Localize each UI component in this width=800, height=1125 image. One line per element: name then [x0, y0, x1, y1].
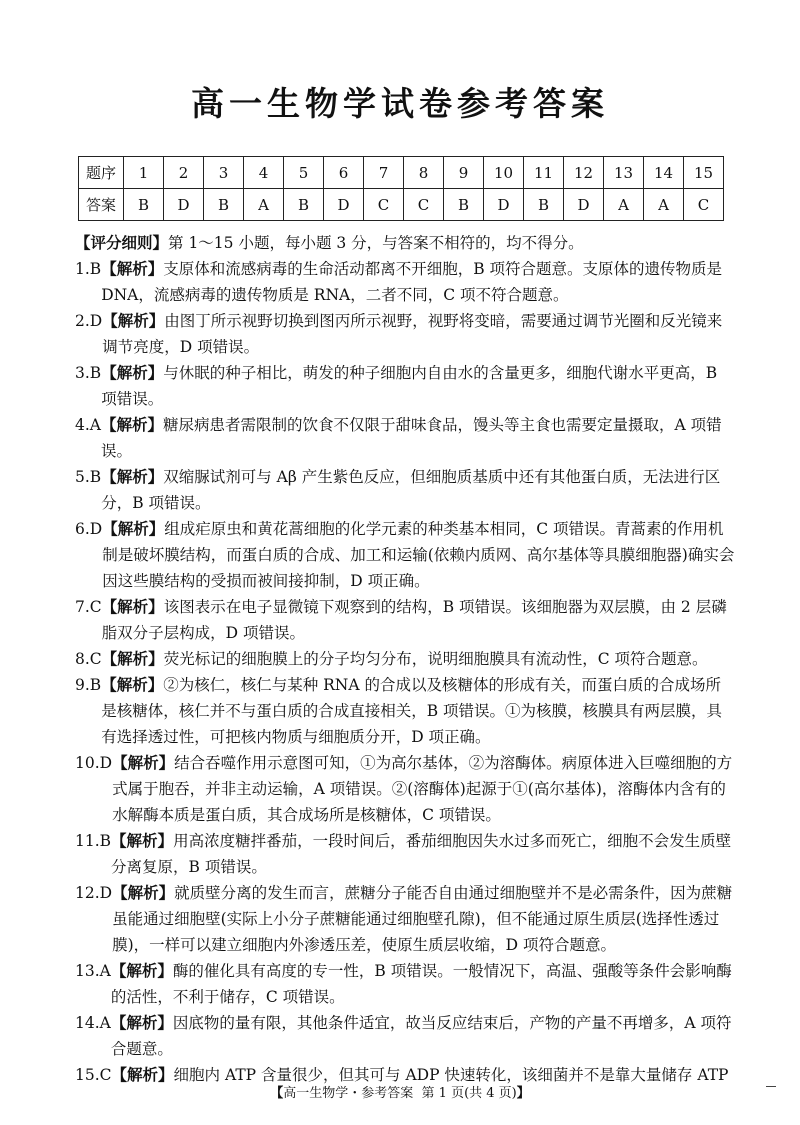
item-number: 1. — [75, 260, 90, 278]
item-content — [102, 308, 735, 360]
explanation-tag: 【解析】 — [102, 311, 165, 330]
item-number: 5. — [75, 468, 90, 486]
question-number: 4 — [244, 157, 284, 189]
question-number: 15 — [684, 157, 724, 189]
item-number: 9. — [75, 676, 90, 694]
question-number: 10 — [484, 157, 524, 189]
item-text: 糖尿病患者需限制的饮食不仅限于甜味食品，馒头等主食也需要定量摄取，A 项错误。 — [101, 416, 722, 460]
item-text: 组成疟原虫和黄花蒿细胞的化学元素的种类基本相同，C 项错误。青蒿素的作用机制是破坏膜结构，而蛋白质的合成、加工和运输(依赖内质网、高尔基体等具膜细胞器)确实会因这些膜结构的受损而被间接抑制，D 项正确。 — [102, 520, 735, 590]
explanation-tag: 【解析】 — [111, 1065, 174, 1084]
item-text: 该图表示在电子显微镜下观察到的结构，B 项错误。该细胞器为双层膜，由 2 层磷脂双分子层构成，D 项错误。 — [101, 598, 727, 642]
question-number: 13 — [604, 157, 644, 189]
page-footer — [0, 1082, 800, 1101]
item-answer: B — [99, 832, 112, 850]
explanation-tag: 【解析】 — [101, 675, 164, 694]
footer-open-bracket: 【 — [270, 1086, 284, 1101]
row-label-question-number: 题序 — [79, 157, 124, 189]
answer-explanations — [75, 230, 735, 1088]
explanation-item — [75, 828, 735, 880]
question-number: 12 — [564, 157, 604, 189]
item-text: 因底物的量有限，其他条件适宜，故当反应结束后，产物的产量不再增多，A 项符合题意。 — [110, 1014, 732, 1058]
item-content — [101, 412, 735, 464]
item-content — [102, 646, 735, 672]
question-number: 11 — [524, 157, 564, 189]
item-answer: A — [99, 962, 111, 980]
answer-cell: D — [484, 189, 524, 221]
answer-cell: A — [244, 189, 284, 221]
explanation-item — [75, 308, 735, 360]
item-number: 14. — [75, 1014, 100, 1032]
item-content — [111, 828, 735, 880]
explanation-tag: 【解析】 — [110, 961, 173, 980]
item-text: 由图丁所示视野切换到图丙所示视野，视野将变暗，需要通过调节光圈和反光镜来调节亮度，D 项错误。 — [102, 312, 723, 356]
answer-cell: B — [524, 189, 564, 221]
item-number: 4. — [75, 416, 90, 434]
answer-cell: D — [564, 189, 604, 221]
item-answer: B — [89, 260, 102, 278]
item-answer: B — [89, 676, 102, 694]
item-number: 11. — [75, 832, 100, 850]
answer-cell: D — [324, 189, 364, 221]
explanation-tag: 【解析】 — [101, 597, 164, 616]
question-number: 5 — [284, 157, 324, 189]
item-answer: A — [89, 416, 101, 434]
explanation-tag: 【解析】 — [101, 363, 164, 382]
answer-cell: D — [164, 189, 204, 221]
answer-cell: B — [284, 189, 324, 221]
item-content — [112, 750, 735, 828]
explanation-item — [75, 958, 735, 1010]
explanation-tag: 【解析】 — [101, 649, 164, 668]
answer-cell: B — [124, 189, 164, 221]
item-number: 3. — [75, 364, 90, 382]
item-text: 支原体和流感病毒的生命活动都离不开细胞，B 项符合题意。支原体的遗传物质是 DNA，流感病毒的遗传物质是 RNA，二者不同，C 项不符合题意。 — [101, 260, 723, 304]
footer-subject: 高一生物学・参考答案 — [283, 1086, 414, 1101]
page-title: 高一生物学试卷参考答案 — [191, 84, 609, 123]
item-content — [111, 958, 735, 1010]
scoring-rule-text: 第 1～15 小题，每小题 3 分，与答案不相符的，均不得分。 — [168, 234, 584, 252]
answer-cell: B — [444, 189, 484, 221]
explanation-item — [75, 256, 735, 308]
question-number: 14 — [644, 157, 684, 189]
question-number: 9 — [444, 157, 484, 189]
explanation-item — [75, 360, 735, 412]
explanation-item — [75, 672, 735, 750]
footer-close-bracket: 】 — [516, 1086, 530, 1101]
item-number: 2. — [75, 312, 90, 330]
item-number: 13. — [75, 962, 100, 980]
answer-cell: C — [684, 189, 724, 221]
question-number: 7 — [364, 157, 404, 189]
answer-cell: C — [364, 189, 404, 221]
answer-cell: A — [604, 189, 644, 221]
item-answer: A — [99, 1014, 111, 1032]
explanation-item — [75, 880, 735, 958]
item-number: 15. — [75, 1066, 100, 1084]
explanation-item — [75, 1010, 735, 1062]
explanation-tag: 【解析】 — [112, 753, 175, 772]
item-answer: D — [89, 312, 103, 330]
question-number: 6 — [324, 157, 364, 189]
question-number-row — [79, 157, 724, 189]
item-answer: B — [89, 468, 102, 486]
scoring-rule-tag: 【评分细则】 — [75, 233, 169, 252]
answer-row — [79, 189, 724, 221]
item-text: 用高浓度糖拌番茄，一段时间后，番茄细胞因失水过多而死亡，细胞不会发生质壁分离复原，B 项错误。 — [111, 832, 732, 876]
item-number: 7. — [75, 598, 90, 616]
explanation-item — [75, 646, 735, 672]
explanation-tag: 【解析】 — [112, 883, 175, 902]
answer-cell: A — [644, 189, 684, 221]
explanation-tag: 【解析】 — [101, 415, 164, 434]
item-number: 8. — [75, 650, 90, 668]
item-content — [102, 516, 735, 594]
item-content — [101, 672, 735, 750]
item-content — [111, 1010, 735, 1062]
explanation-item — [75, 516, 735, 594]
item-answer: D — [89, 520, 103, 538]
item-text: 荧光标记的细胞膜上的分子均匀分布，说明细胞膜具有流动性，C 项符合题意。 — [163, 650, 708, 668]
item-text: 双缩脲试剂可与 Aβ 产生紫色反应，但细胞质基质中还有其他蛋白质，无法进行区分，B 项错误。 — [101, 468, 721, 512]
item-text: ②为核仁，核仁与某种 RNA 的合成以及核糖体的形成有关，而蛋白质的合成场所是核糖体，核仁并不与蛋白质的合成直接相关，B 项错误。①为核膜，核膜具有两层膜，具有选择透过性，可把核内物质与细胞质分开，D 项正确。 — [101, 676, 723, 746]
item-text: 结合吞噬作用示意图可知，①为高尔基体，②为溶酶体。病原体进入巨噬细胞的方式属于胞吞，并非主动运输，A 项错误。②(溶酶体)起源于①(高尔基体)，溶酶体内含有的水解酶本质是蛋白质，其合成场所是核糖体，C 项错误。 — [112, 754, 733, 824]
item-answer: D — [99, 884, 113, 902]
explanation-tag: 【解析】 — [110, 1013, 173, 1032]
item-number: 12. — [75, 884, 100, 902]
item-text: 与休眠的种子相比，萌发的种子细胞内自由水的含量更多，细胞代谢水平更高，B 项错误。 — [101, 364, 718, 408]
item-content — [101, 464, 735, 516]
item-answer: D — [99, 754, 113, 772]
item-content — [101, 256, 735, 308]
item-answer: C — [89, 650, 102, 668]
item-number: 6. — [75, 520, 90, 538]
explanation-item — [75, 594, 735, 646]
item-content — [101, 360, 735, 412]
answer-table — [78, 156, 724, 221]
answer-cell: C — [404, 189, 444, 221]
item-content — [112, 880, 735, 958]
question-number: 3 — [204, 157, 244, 189]
question-number: 8 — [404, 157, 444, 189]
scoring-rule — [75, 230, 735, 256]
question-number: 1 — [124, 157, 164, 189]
explanation-tag: 【解析】 — [101, 467, 164, 486]
explanation-tag: 【解析】 — [102, 519, 165, 538]
row-label-answer: 答案 — [79, 189, 124, 221]
answer-cell: B — [204, 189, 244, 221]
item-text: 就质壁分离的发生而言，蔗糖分子能否自由通过细胞壁并不是必需条件，因为蔗糖虽能通过细胞壁(实际上小分子蔗糖能通过细胞壁孔隙)，但不能通过原生质层(选择性透过膜)，一样可以建立细胞内外渗透压差，使原生质层收缩，D 项符合题意。 — [112, 884, 733, 954]
footer-page-number: 第 1 页(共 4 页) — [421, 1086, 517, 1101]
item-text: 酶的催化具有高度的专一性，B 项错误。一般情况下，高温、强酸等条件会影响酶的活性，不利于储存，C 项错误。 — [110, 962, 732, 1006]
item-answer: B — [89, 364, 102, 382]
corner-mark — [766, 1086, 776, 1087]
explanation-item — [75, 464, 735, 516]
explanation-tag: 【解析】 — [111, 831, 174, 850]
item-content — [102, 594, 735, 646]
item-number: 10. — [75, 754, 100, 772]
explanation-item — [75, 412, 735, 464]
item-answer: C — [89, 598, 102, 616]
item-text: 细胞内 ATP 含量很少，但其可与 ADP 快速转化，该细菌并不是靠大量储存 ATP — [173, 1066, 729, 1084]
explanation-tag: 【解析】 — [101, 259, 164, 278]
question-number: 2 — [164, 157, 204, 189]
item-answer: C — [99, 1066, 112, 1084]
explanation-item — [75, 750, 735, 828]
